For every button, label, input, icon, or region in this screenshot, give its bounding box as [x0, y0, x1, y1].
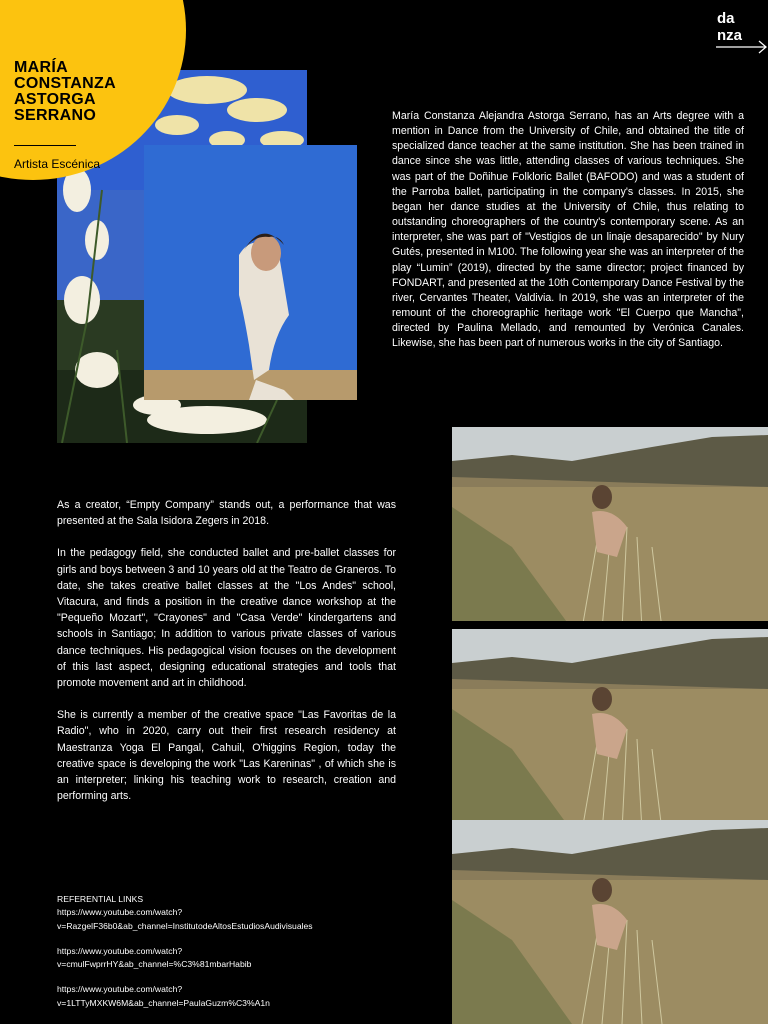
referential-links: [57, 893, 397, 1022]
paragraph: She is currently a member of the creative space "Las Favoritas de la Radio", who in 2020, carry out their first research residency at Maestranza Yoga El Pangal, Cahuil, O'higgins Region, today the creative space is developing the work "Las Kareninas" , of which she is an interpreter; linking his teaching work to research, creation and performing arts.: [57, 709, 396, 803]
link-line[interactable]: https://www.youtube.com/watch?: [57, 907, 183, 918]
link[interactable]: [57, 983, 397, 1010]
field-photo: [452, 629, 768, 823]
dancer-portrait-photo: [144, 145, 357, 400]
danza-logo[interactable]: [717, 10, 742, 44]
arrow-right-icon[interactable]: [716, 40, 768, 59]
link-line[interactable]: https://www.youtube.com/watch?: [57, 984, 183, 995]
link-line[interactable]: v=1LTTyMXKW6M&ab_channel=PaulaGuzm%C3%A1n: [57, 997, 270, 1008]
biography-text: María Constanza Alejandra Astorga Serrano, has an Arts degree with a mention in Dance from the University of Chile, and obtained the title of specialized dance teacher at the same institution. She has been trained in dance since she was little, attending classes of various techniques. She was part of the Doñihue Folkloric Ballet (BAFODO) and was a student of the Parroba ballet, participating in the company's classes. In 2015, she began her dance studies at the University of Chile, thus relating to outstanding choreographers of the country's contemporary scene. As an interpreter, she was part of "Vestigios de un linaje desaparecido" by Nury Gutés, presented in M100. The following year she was an interpreter of the play “Lumin” (2019), directed by the same director; project financed by FONDART, and presented at the 10th Contemporary Dance Festival by the river, Cervantes Theater, Valdivia. In 2019, she was an interpreter of the remount of the choreographic heritage work "El Cuerpo que Mancha", directed by Paulina Mellado, and remounted by Verónica Canales. Likewise, she has been part of numerous works in the city of Santiago.: [392, 110, 744, 350]
artist-name: [14, 60, 184, 124]
field-photo: [452, 427, 768, 621]
paragraph: As a creator, “Empty Company” stands out, a performance that was presented at the Sala Isidora Zegers in 2018.: [57, 499, 396, 528]
name-line: MARÍA: [14, 59, 68, 76]
logo-line: nza: [717, 27, 743, 44]
artist-role: Artista Escénica: [14, 157, 101, 171]
name-line: CONSTANZA: [14, 75, 116, 92]
link-line[interactable]: v=RazgelF36b0&ab_channel=InstitutodeAltosEstudiosAudivisuales: [57, 920, 313, 931]
name-line: ASTORGA: [14, 91, 96, 108]
header-badge: [0, 0, 190, 180]
link-line[interactable]: v=cmulFwprrHY&ab_channel=%C3%81mbarHabib: [57, 959, 252, 970]
paragraph: In the pedagogy field, she conducted ballet and pre-ballet classes for girls and boys between 3 and 10 years old at the Teatro de Graneros. To date, she takes creative ballet classes at the "Los Andes" school, Vitacura, and finds a position in the creative dance workshop at the "Pequeño Mozart", "Crayones" and "Casa Verde" kindergartens and schools in Santiago; In addition to various private classes of various dance techniques. His pedagogical vision focuses on the development of this last aspect, designing educational strategies and tools that promote movement and art in childhood.: [57, 547, 396, 690]
link[interactable]: [57, 906, 397, 933]
link[interactable]: [57, 945, 397, 972]
divider: [14, 145, 76, 146]
logo-line: da: [717, 10, 735, 27]
field-photo: [452, 820, 768, 1024]
name-line: SERRANO: [14, 107, 97, 124]
career-text: [57, 497, 396, 820]
links-heading: REFERENTIAL LINKS: [57, 894, 144, 904]
link-line[interactable]: https://www.youtube.com/watch?: [57, 945, 183, 956]
